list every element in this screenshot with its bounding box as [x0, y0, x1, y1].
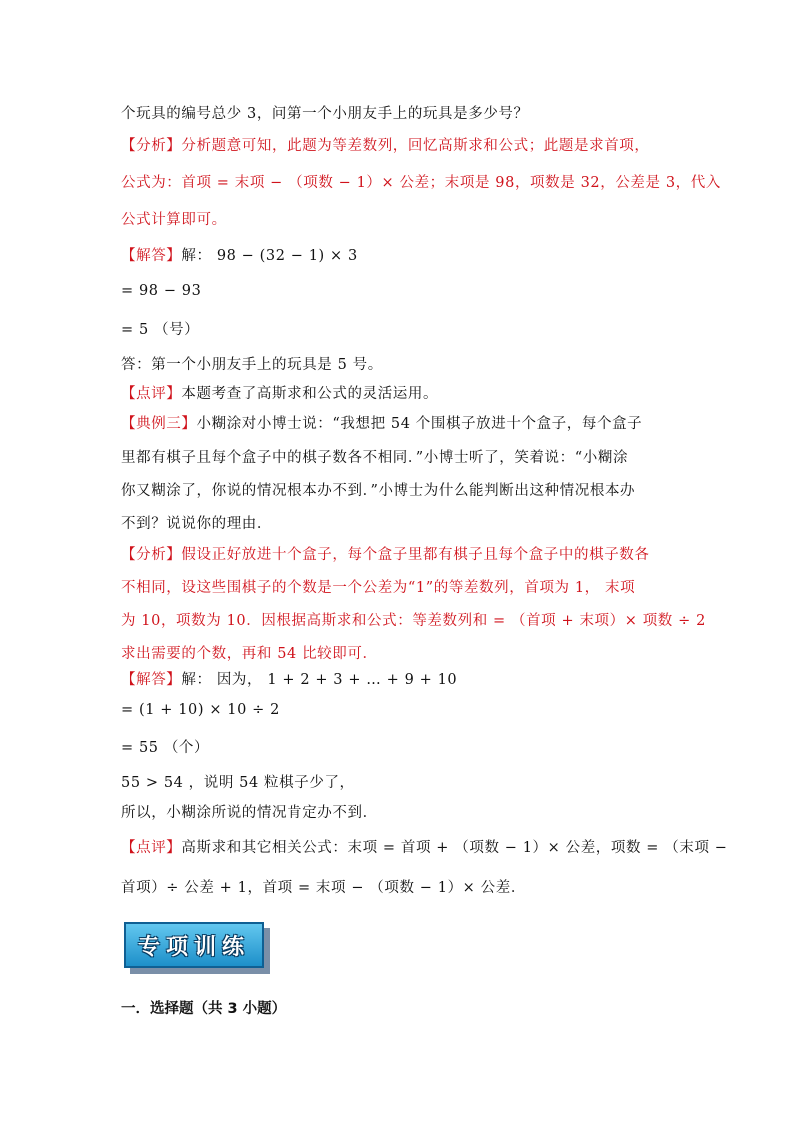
text-line-23 [121, 836, 728, 857]
text-segment: 3 [665, 175, 676, 191]
text-segment: 【分析】假设正好放进十个盒子，每个盒子里都有棋子且每个盒子中的棋子数各 [121, 547, 650, 563]
text-segment: 个玩具的编号总少 3，问第一个小朋友手上的玩具是多少号？ [121, 106, 529, 122]
text-segment: 【解答】 [121, 248, 182, 264]
text-line-2 [121, 134, 650, 155]
text-line-16 [121, 609, 706, 630]
text-segment: 【典例三】 [121, 416, 197, 432]
text-segment: 公式为：首项 = 末项 − （项数 − 1）× 公差；末项是 [121, 175, 496, 191]
text-segment: 解： 因为， 1 + 2 + 3 + … + 9 + 10 [181, 672, 458, 688]
section-heading: 一．选择题（共 3 小题） [121, 1001, 287, 1017]
text-segment: 求出需要的个数，再和 54 比较即可． [121, 646, 378, 662]
text-segment: 解： 98 − (32 − 1) × 3 [181, 248, 358, 264]
text-line-24 [121, 876, 526, 897]
banner-label: 专项训练 [137, 934, 250, 960]
banner-box [124, 922, 264, 968]
text-line-10 [121, 412, 642, 433]
section-banner [124, 922, 274, 976]
text-segment: 你又糊涂了，你说的情况根本办不到．”小博士为什么能判断出这种情况根本办 [121, 483, 636, 499]
text-segment: 【解答】 [121, 672, 182, 688]
text-segment: 里都有棋子且每个盒子中的棋子数各不相同．”小博士听了，笑着说：“小糊涂 [121, 450, 629, 466]
text-segment: 公式计算即可。 [121, 212, 227, 228]
text-line-18 [121, 668, 457, 689]
text-segment: 32 [580, 175, 601, 191]
text-segment: ，代入 [675, 175, 721, 191]
text-segment: 55 > 54 ，说明 54 粒棋子少了， [121, 775, 355, 791]
text-line-21 [121, 771, 355, 792]
text-segment: ，公差是 [600, 175, 666, 191]
text-line-9 [121, 382, 438, 403]
text-line-8 [121, 353, 383, 374]
text-line-12 [121, 479, 635, 500]
text-line-5 [121, 244, 358, 265]
text-line-11 [121, 446, 628, 467]
text-segment: 高斯求和其它相关公式：末项 = 首项 + （项数 − 1）× 公差，项数 = （末项 − [181, 840, 728, 856]
text-segment: 98 [495, 175, 515, 191]
text-line-14 [121, 543, 650, 564]
text-segment: = 5 （号） [121, 322, 200, 338]
text-segment: 所以，小糊涂所说的情况肯定办不到． [121, 805, 378, 821]
text-segment: = 55 （个） [121, 740, 210, 756]
text-segment: 答：第一个小朋友手上的玩具是 5 号。 [121, 357, 383, 373]
text-line-20 [121, 736, 209, 757]
text-segment: 不相同，设这些围棋子的个数是一个公差为“1”的等差数列，首项为 1， 末项 [121, 580, 636, 596]
text-segment: 【点评】 [121, 386, 182, 402]
text-line-6 [121, 283, 201, 299]
text-segment: 首项）÷ 公差 + 1，首项 = 末项 − （项数 − 1）× 公差． [121, 880, 526, 896]
text-segment: = 98 − 93 [121, 283, 202, 299]
text-segment: 为 10，项数为 10．因根据高斯求和公式：等差数列和 = （首项 + 末项）× 项数 ÷ 2 [121, 613, 706, 629]
text-segment: 【分析】分析题意可知，此题为等差数列，回忆高斯求和公式；此题是求首项， [121, 138, 650, 154]
text-line-7 [121, 318, 199, 339]
text-segment: ，项数是 [514, 175, 581, 191]
text-segment: 本题考查了高斯求和公式的灵活运用。 [181, 386, 439, 402]
text-segment: 【点评】 [121, 840, 182, 856]
text-line-3 [121, 171, 721, 192]
text-segment: 小糊涂对小博士说：“我想把 54 个围棋子放进十个盒子，每个盒子 [196, 416, 643, 432]
text-line-13 [121, 512, 272, 533]
text-segment: = (1 + 10) × 10 ÷ 2 [121, 702, 280, 718]
text-line-17 [121, 642, 378, 663]
text-line-4 [121, 208, 227, 229]
text-line-1 [121, 102, 529, 123]
text-line-15 [121, 576, 635, 597]
text-segment: 不到？说说你的理由． [121, 516, 272, 532]
text-line-19 [121, 702, 280, 718]
text-line-22 [121, 801, 378, 822]
